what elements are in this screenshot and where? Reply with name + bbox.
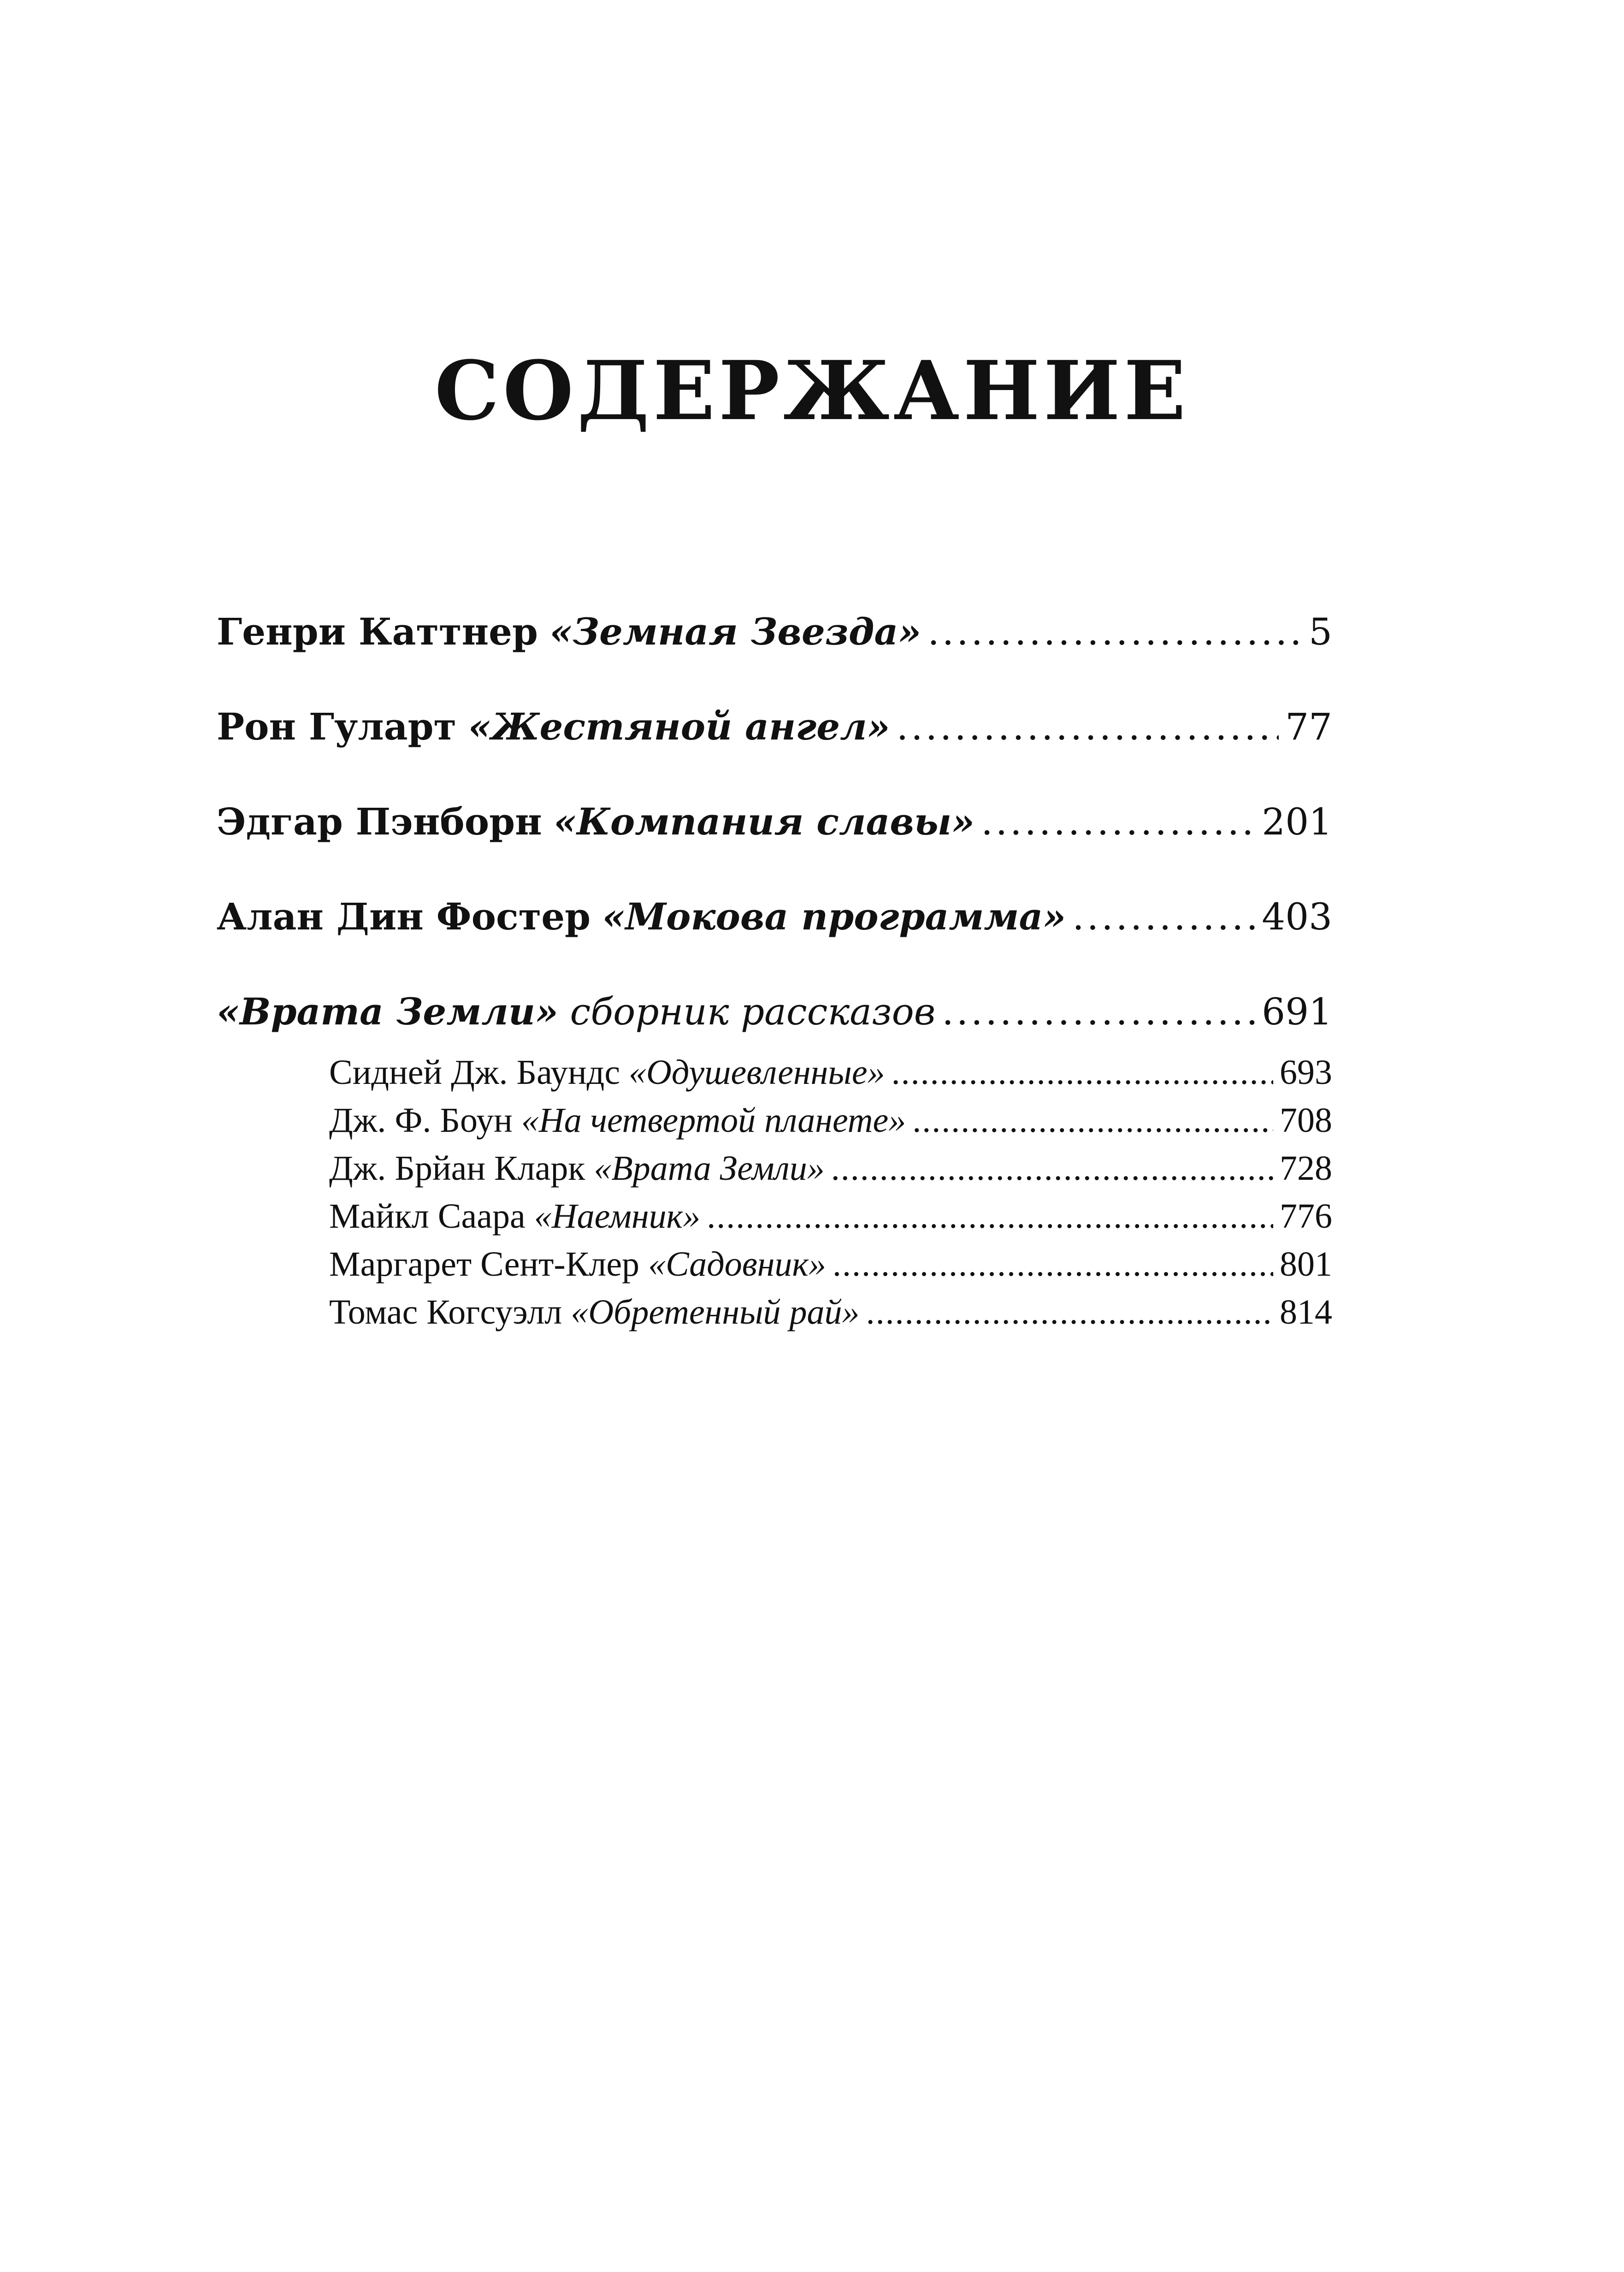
toc-subentry-cogswell bbox=[217, 1288, 1332, 1336]
story-title: «На четвертой планете» bbox=[521, 1101, 906, 1140]
story-title: «Врата Земли» bbox=[594, 1149, 825, 1188]
dot-leader bbox=[707, 1192, 1273, 1240]
toc-entry-kuttner bbox=[217, 595, 1332, 669]
page-title: СОДЕРЖАНИЕ bbox=[434, 343, 1190, 438]
entry-page-number: 403 bbox=[1262, 895, 1332, 938]
collection-title: «Врата Земли» bbox=[217, 990, 559, 1033]
story-author: Дж. Ф. Боун bbox=[329, 1101, 513, 1140]
toc-entry-goulart bbox=[217, 690, 1332, 763]
story-title: «Одушевленные» bbox=[629, 1053, 885, 1092]
dot-leader bbox=[892, 1048, 1273, 1096]
story-page-number: 708 bbox=[1280, 1101, 1332, 1140]
story-author: Маргарет Сент-Клер bbox=[329, 1245, 640, 1284]
toc-entry-pangborn bbox=[217, 785, 1332, 858]
entry-author: Алан Дин Фостер bbox=[217, 895, 591, 938]
entry-title: «Мокова программа» bbox=[602, 895, 1066, 938]
dot-leader bbox=[833, 1240, 1273, 1288]
entry-page-number: 691 bbox=[1262, 990, 1332, 1033]
dot-leader bbox=[942, 975, 1255, 1049]
story-author: Дж. Брйан Кларк bbox=[329, 1149, 585, 1188]
story-title: «Наемник» bbox=[534, 1197, 701, 1236]
dot-leader bbox=[912, 1096, 1273, 1144]
toc-subentry-st-clair bbox=[217, 1240, 1332, 1288]
entry-page-number: 77 bbox=[1285, 705, 1332, 748]
table-of-contents bbox=[217, 595, 1332, 1336]
entry-author: Эдгар Пэнборн bbox=[217, 800, 542, 843]
toc-entry-collection bbox=[217, 975, 1332, 1048]
toc-subentry-clarke bbox=[217, 1144, 1332, 1192]
story-page-number: 728 bbox=[1280, 1149, 1332, 1188]
toc-subentry-saara bbox=[217, 1192, 1332, 1240]
dot-leader bbox=[981, 785, 1255, 859]
story-author: Майкл Саара bbox=[329, 1197, 526, 1236]
story-title: «Обретенный рай» bbox=[571, 1293, 860, 1331]
dot-leader bbox=[927, 595, 1302, 669]
dot-leader bbox=[1072, 880, 1255, 954]
dot-leader bbox=[866, 1288, 1273, 1336]
entry-author: Рон Гуларт bbox=[217, 705, 457, 748]
toc-entry-foster bbox=[217, 880, 1332, 953]
entry-page-number: 201 bbox=[1262, 800, 1332, 843]
toc-subentry-bone bbox=[217, 1096, 1332, 1144]
story-title: «Садовник» bbox=[648, 1245, 826, 1284]
story-page-number: 814 bbox=[1280, 1293, 1332, 1331]
dot-leader bbox=[831, 1144, 1273, 1192]
toc-subentry-bounds bbox=[217, 1048, 1332, 1096]
entry-title: «Компания славы» bbox=[554, 800, 975, 843]
dot-leader bbox=[897, 690, 1279, 764]
entry-page-number: 5 bbox=[1309, 610, 1332, 653]
collection-subtitle: сборник рассказов bbox=[570, 990, 936, 1033]
story-author: Томас Когсуэлл bbox=[329, 1293, 562, 1331]
entry-title: «Земная Звезда» bbox=[549, 610, 921, 653]
entry-title: «Жестяной ангел» bbox=[468, 705, 890, 748]
entry-author: Генри Каттнер bbox=[217, 610, 538, 653]
story-page-number: 693 bbox=[1280, 1053, 1332, 1092]
story-page-number: 801 bbox=[1280, 1245, 1332, 1284]
story-author: Сидней Дж. Баундс bbox=[329, 1053, 620, 1092]
story-page-number: 776 bbox=[1280, 1197, 1332, 1236]
